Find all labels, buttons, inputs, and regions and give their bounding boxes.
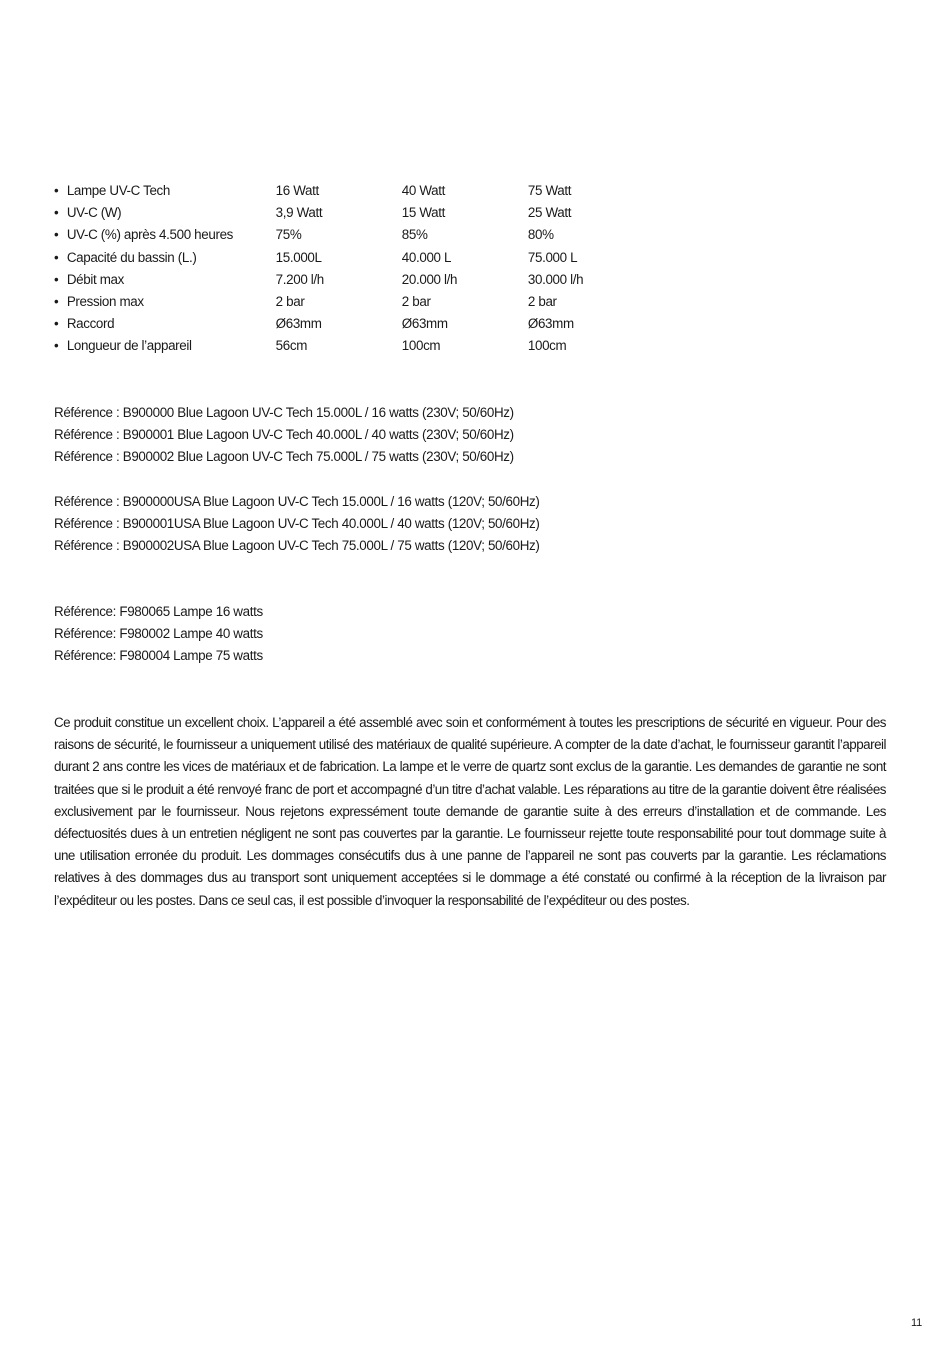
bullet: • xyxy=(54,271,59,287)
spec-row xyxy=(54,180,654,202)
spec-label: UV-C (W) xyxy=(66,205,122,221)
spec-value-75w: 100cm xyxy=(527,338,567,354)
reference-line: Référence : B900002 Blue Lagoon UV-C Tech 75.000L / 75 watts (230V; 50/60Hz) xyxy=(54,449,514,465)
spec-label: Longueur de l’appareil xyxy=(66,338,192,354)
reference-line: Référence : B900001 Blue Lagoon UV-C Tech 40.000L / 40 watts (230V; 50/60Hz) xyxy=(54,427,514,443)
spec-row xyxy=(54,202,654,224)
spec-value-40w: 20.000 l/h xyxy=(401,271,458,287)
spec-value-75w: 30.000 l/h xyxy=(527,271,584,287)
spec-row xyxy=(54,247,654,269)
spec-value-40w: 40.000 L xyxy=(401,249,452,265)
spec-value-16w: 16 Watt xyxy=(275,183,319,198)
spec-value-40w: 15 Watt xyxy=(401,205,445,221)
bullet: • xyxy=(54,293,59,309)
bullet: • xyxy=(54,316,59,332)
reference-line: Référence : B900002USA Blue Lagoon UV-C Tech 75.000L / 75 watts (120V; 50/60Hz) xyxy=(54,538,540,554)
spec-value-75w: 25 Watt xyxy=(527,205,572,221)
spec-label: Capacité du bassin (L.) xyxy=(66,249,197,265)
spec-value-40w: 100cm xyxy=(401,338,441,354)
reference-line: Référence: F980065 Lampe 16 watts xyxy=(54,604,263,619)
spec-value-16w: Ø63mm xyxy=(275,316,322,332)
bullet: • xyxy=(54,249,59,265)
spec-value-40w: Ø63mm xyxy=(401,316,448,332)
spec-row xyxy=(54,269,654,291)
spec-value-40w: 85% xyxy=(401,227,428,243)
spec-row xyxy=(54,335,654,357)
spec-value-16w: 56cm xyxy=(275,338,308,354)
bullet: • xyxy=(54,227,59,243)
references-230v xyxy=(54,402,514,469)
bullet: • xyxy=(54,205,59,221)
reference-line: Référence: F980004 Lampe 75 watts xyxy=(54,648,263,664)
spec-value-75w: 75.000 L xyxy=(527,249,578,265)
references-lamps xyxy=(54,601,263,668)
spec-value-16w: 3,9 Watt xyxy=(275,205,323,221)
reference-line: Référence : B900001USA Blue Lagoon UV-C Tech 40.000L / 40 watts (120V; 50/60Hz) xyxy=(54,516,540,532)
spec-row xyxy=(54,291,654,313)
spec-label: UV-C (%) après 4.500 heures xyxy=(66,227,234,243)
spec-value-75w: Ø63mm xyxy=(527,316,574,332)
references-120v xyxy=(54,491,540,558)
spec-row xyxy=(54,224,654,246)
specifications-list xyxy=(54,180,654,358)
reference-line: Référence: F980002 Lampe 40 watts xyxy=(54,626,263,642)
spec-label: Raccord xyxy=(66,316,115,332)
bullet: • xyxy=(54,338,59,354)
reference-line: Référence : B900000 Blue Lagoon UV-C Tech 15.000L / 16 watts (230V; 50/60Hz) xyxy=(54,405,514,420)
spec-value-16w: 15.000L xyxy=(275,249,322,265)
warranty-paragraph: Ce produit constitue un excellent choix. L’appareil a été assemblé avec soin et conformément à toutes les prescriptions de sécurité en vigueur. Pour des raisons de sécurité, le fournisseur a uniquement utilisé des matériaux de qualité supérieure. A compter de la date d’achat, le fournisseur garantit l’appareil durant 2 ans contre les vices de matériaux et de fabrication. La lampe et le verre de quartz sont exclus de la garantie. Les demandes de garantie ne sont traitées que si le produit a été renvoyé franc de port et accompagné d’un titre d’achat valable. Les réparations au titre de la garantie doivent être réalisées exclusivement par le fournisseur. Nous rejetons expressément toute demande de garantie suite à des erreurs d’installation et de commande. Les défectuosités dues à un entretien négligent ne sont pas couvertes par la garantie. Le fournisseur rejette toute responsabilité pour tout dommage suite à une utilisation erronée du produit. Les dommages consécutifs dus à une panne de l’appareil ne sont pas couverts par la garantie. Les réclamations relatives à des dommages dus au transport sont uniquement acceptées si le dommage a été constaté ou confirmé à la réception de la livraison par l’expéditeur ou les postes. Dans ce seul cas, il est possible d’invoquer la responsabilité de l’expéditeur ou des postes. xyxy=(54,715,886,908)
spec-label: Lampe UV-C Tech xyxy=(66,183,170,198)
bullet: • xyxy=(54,183,59,198)
spec-label: Pression max xyxy=(66,293,144,309)
spec-value-75w: 80% xyxy=(527,227,554,243)
spec-label: Débit max xyxy=(66,271,124,287)
spec-value-75w: 75 Watt xyxy=(527,183,572,198)
spec-value-16w: 75% xyxy=(275,227,302,243)
spec-value-16w: 2 bar xyxy=(275,293,305,309)
spec-value-16w: 7.200 l/h xyxy=(275,271,324,287)
spec-row xyxy=(54,313,654,335)
page-number: 11 xyxy=(911,1317,923,1329)
spec-value-40w: 40 Watt xyxy=(401,183,445,198)
spec-value-40w: 2 bar xyxy=(401,293,431,309)
spec-value-75w: 2 bar xyxy=(527,293,557,309)
reference-line: Référence : B900000USA Blue Lagoon UV-C Tech 15.000L / 16 watts (120V; 50/60Hz) xyxy=(54,494,540,509)
